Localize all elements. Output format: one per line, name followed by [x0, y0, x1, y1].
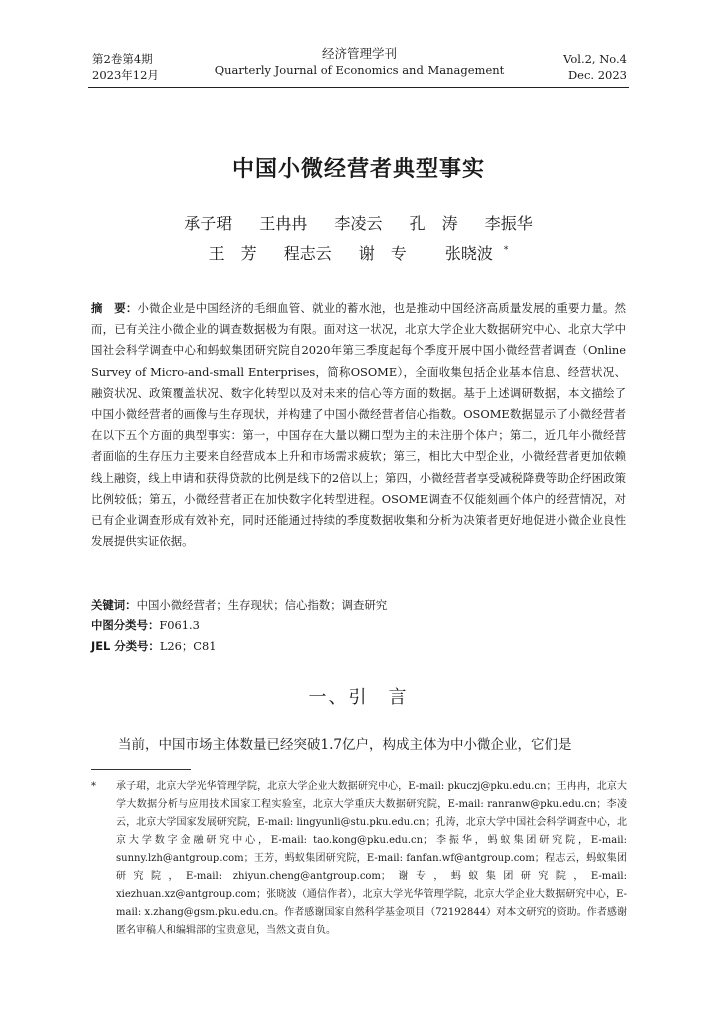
- abstract: [91, 298, 626, 552]
- author-list-row-2: [0, 241, 717, 264]
- author-name: 李凌云: [334, 214, 383, 233]
- author-footnote: [91, 778, 627, 940]
- jel-value: L26；C81: [159, 639, 217, 653]
- corresponding-author: [434, 241, 509, 264]
- keywords-label: 关键词：: [91, 598, 137, 612]
- author-name: 李振华: [484, 214, 533, 233]
- jel-classification: [91, 638, 216, 654]
- author-name: 王 芳: [208, 244, 257, 263]
- author-name: 承子珺: [184, 214, 233, 233]
- abstract-label: 摘 要：: [91, 301, 138, 315]
- date-en: Dec. 2023: [567, 68, 627, 82]
- journal-name-en: Quarterly Journal of Economics and Management: [214, 63, 505, 77]
- section-heading-introduction: 一、引 言: [308, 687, 409, 708]
- intro-paragraph: 当前，中国市场主体数量已经突破1.7亿户，构成主体为中小微企业，它们是: [118, 737, 572, 753]
- author-list-row-1: [0, 211, 717, 234]
- header-divider: [88, 87, 629, 88]
- abstract-text: 小微企业是中国经济的毛细血管、就业的蓄水池，也是推动中国经济高质量发展的重要力量。然而，已有关注小微企业的调查数据极为有限。面对这一状况，北京大学企业大数据研究中心、北京大学中国社会科学调查中心和蚂蚁集团研究院自2020年第三季度起每个季度开展中国小微经营者调查（Online Survey of Micro-and-small Enterprises，简称OSOME），全面收集包括企业基本信息、经营状况、融资状况、政策覆盖状况、数字化转型以及对未来的信心等方面的数据。基于上述调研数据，本文描绘了中国小微经营者的画像与生存现状，并构建了中国小微经营者信心指数。OSOME数据显示了小微经营者在以下五个方面的典型事实：第一，中国存在大量以糊口型为主的未注册个体户；第二，近几年小微经营者面临的生存压力主要来自经营成本上升和市场需求疲软；第三，相比大中型企业，小微经营者更加依赖线上融资，线上申请和获得贷款的比例是线下的2倍以上；第四，小微经营者享受减税降费等助企纾困政策比例较低；第五，小微经营者正在加快数字化转型进程。OSOME调查不仅能刻画个体户的经营情况，对已有企业调查形成有效补充，同时还能通过持续的季度数据收集和分析为决策者更好地促进小微企业良性发展提供实证依据。: [91, 301, 626, 549]
- keywords-value: 中国小微经营者；生存现状；信心指数；调查研究: [136, 598, 388, 612]
- issue-info-en: [563, 51, 627, 83]
- clc-label: 中图分类号：: [91, 618, 160, 632]
- jel-label: JEL 分类号：: [91, 639, 160, 653]
- footnote-mark: *: [91, 781, 96, 792]
- footnote-text: 承子珺，北京大学光华管理学院，北京大学企业大数据研究中心，E-mail: pkuczj@pku.edu.cn；王冉冉，北京大学大数据分析与应用技术国家工程实验室，北京大学重庆大数据研究院，E-mail: ranranw@pku.edu.cn；李凌云，北京大学国家发展研究院，E-mail: lingyunli@stu.pku.edu.cn；孔涛，北京大学中国社会科学调查中心，北京大学数字金融研究中心，E-mail: tao.kong@pku.edu.cn；李振华，蚂蚁集团研究院，E-mail: sunny.lzh@antgroup.com；王芳，蚂蚁集团研究院，E-mail: fanfan.wf@antgroup.com；程志云，蚂蚁集团研究院，E-mail: zhiyun.cheng@antgroup.com；谢专，蚂蚁集团研究院，E-mail: xiezhuan.xz@antgroup.com；张晓波（通信作者），北京大学光华管理学院，北京大学企业大数据研究中心，E-mail: x.zhang@gsm.pku.edu.cn。作者感谢国家自然科学基金项目（72192844）对本文研究的资助。作者感谢匿名审稿人和编辑部的宝贵意见，当然文责自负。: [116, 781, 627, 936]
- volume-issue-cn: 第2卷第4期: [92, 52, 153, 66]
- journal-name: [92, 46, 627, 78]
- author-name: 王冉冉: [259, 214, 308, 233]
- running-header: [92, 46, 627, 86]
- author-name: 孔 涛: [409, 214, 458, 233]
- clc-value: F061.3: [159, 618, 200, 632]
- author-name: 程志云: [283, 244, 332, 263]
- author-name: 张晓波: [444, 244, 493, 263]
- author-name: 谢 专: [358, 244, 407, 263]
- volume-issue-en: Vol.2, No.4: [563, 52, 627, 66]
- keywords: [91, 597, 387, 613]
- footnote-divider: [91, 769, 191, 770]
- paper-title: 中国小微经营者典型事实: [231, 156, 485, 182]
- corresponding-author-mark: *: [503, 245, 509, 256]
- journal-name-cn: 经济管理学刊: [321, 46, 397, 61]
- clc-number: [91, 617, 200, 633]
- date-cn: 2023年12月: [92, 68, 159, 82]
